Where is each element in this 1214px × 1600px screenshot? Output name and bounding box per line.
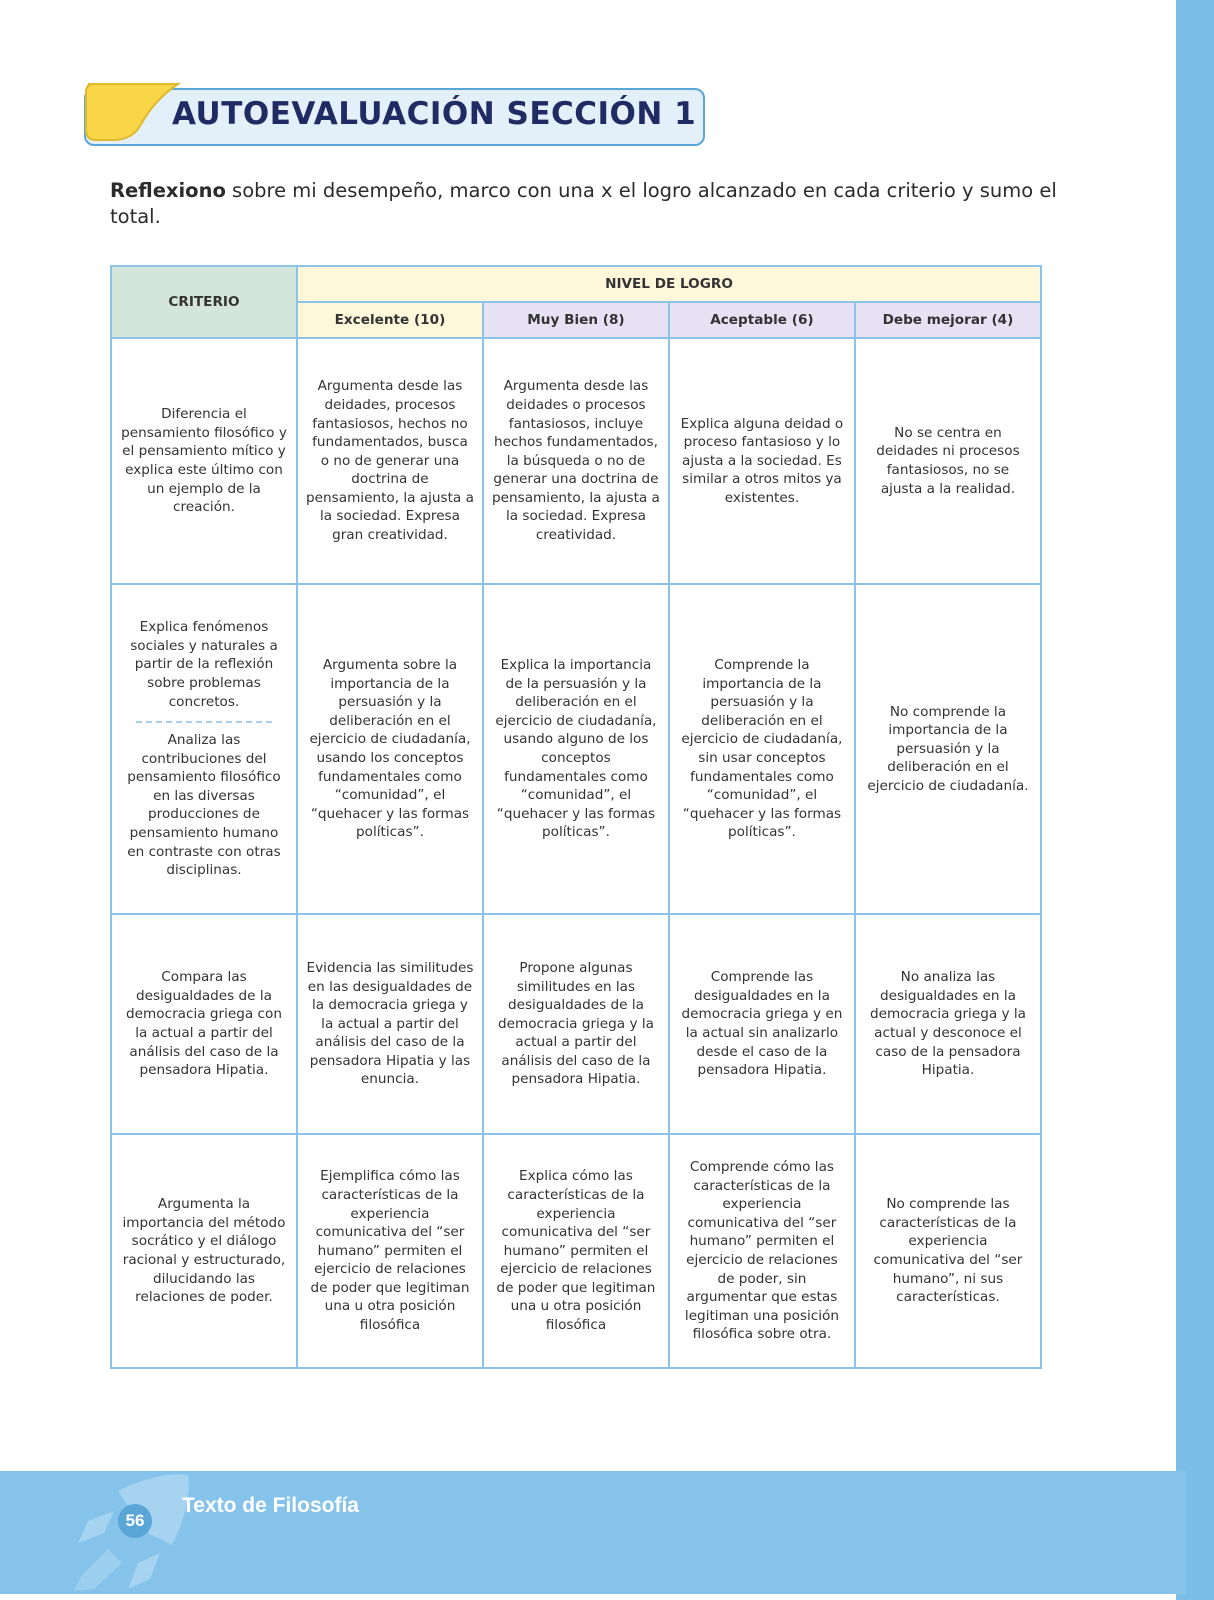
page-number: 56 xyxy=(118,1504,152,1538)
rubric-cell: Explica cómo las características de la experiencia comunicativa del “ser humano” permiten el ejercicio de relaciones de poder que legitiman una u otra posición filosófica xyxy=(483,1134,669,1368)
level-header-muy-bien: Muy Bien (8) xyxy=(483,302,669,338)
criterio-cell xyxy=(111,584,297,914)
rubric-cell: Ejemplifica cómo las características de la experiencia comunicativa del “ser humano” permiten el ejercicio de relaciones de poder que legitiman una u otra posición filosófica xyxy=(297,1134,483,1368)
level-header-debe-mejorar: Debe mejorar (4) xyxy=(855,302,1041,338)
rubric-cell: Explica alguna deidad o proceso fantasioso y lo ajusta a la sociedad. Es similar a otros mitos ya existentes. xyxy=(669,338,855,584)
level-header-excelente: Excelente (10) xyxy=(297,302,483,338)
table-row xyxy=(111,914,1041,1134)
dashed-divider xyxy=(136,721,272,723)
criterio-text-a: Explica fenómenos sociales y naturales a partir de la reflexión sobre problemas concretos. xyxy=(130,619,278,710)
rubric-cell: Argumenta desde las deidades, procesos fantasiosos, hechos no fundamentados, busca o no de generar una doctrina de pensamiento, la ajusta a la sociedad. Expresa gran creatividad. xyxy=(297,338,483,584)
criterio-cell: Diferencia el pensamiento filosófico y el pensamiento mítico y explica este último con un ejemplo de la creación. xyxy=(111,338,297,584)
rubric-cell: Evidencia las similitudes en las desigualdades de la democracia griega y la actual a partir del análisis del caso de la pensadora Hipatia y las enuncia. xyxy=(297,914,483,1134)
rubric-table xyxy=(110,265,1042,1369)
nivel-logro-header: NIVEL DE LOGRO xyxy=(297,266,1041,302)
rubric-cell: Comprende la importancia de la persuasión y la deliberación en el ejercicio de ciudadanía, sin usar conceptos fundamentales como “comunidad”, el “quehacer y las formas políticas”. xyxy=(669,584,855,914)
criterio-text-b: Analiza las contribuciones del pensamiento filosófico en las diversas producciones de pensamiento humano en contraste con otras disciplinas. xyxy=(127,732,281,879)
rubric-cell: Comprende cómo las características de la experiencia comunicativa del “ser humano” permiten el ejercicio de relaciones de poder, sin argumentar que estas legitiman una posición filosófica sobre otra. xyxy=(669,1134,855,1368)
criterio-cell: Compara las desigualdades de la democracia griega con la actual a partir del análisis del caso de la pensadora Hipatia. xyxy=(111,914,297,1134)
table-row xyxy=(111,1134,1041,1368)
instructions-bold: Reflexiono xyxy=(110,179,226,202)
instructions xyxy=(110,178,1070,230)
rubric-cell: Argumenta sobre la importancia de la persuasión y la deliberación en el ejercicio de ciudadanía, usando los conceptos fundamentales como “comunidad”, el “quehacer y las formas políticas”. xyxy=(297,584,483,914)
rubric-cell: No se centra en deidades ni procesos fantasiosos, no se ajusta a la realidad. xyxy=(855,338,1041,584)
criterio-header: CRITERIO xyxy=(111,266,297,338)
rubric-cell: Explica la importancia de la persuasión y la deliberación en el ejercicio de ciudadanía, usando alguno de los conceptos fundamentales como “comunidad”, el “quehacer y las formas políticas”. xyxy=(483,584,669,914)
rubric-cell: Propone algunas similitudes en las desigualdades de la democracia griega y la actual a partir del análisis del caso de la pensadora Hipatia. xyxy=(483,914,669,1134)
rubric-cell: Argumenta desde las deidades o procesos fantasiosos, incluye hechos fundamentados, la búsqueda o no de generar una doctrina de pensamiento, la ajusta a la sociedad. Expresa creatividad. xyxy=(483,338,669,584)
rubric-cell: Comprende las desigualdades en la democracia griega y en la actual sin analizarlo desde el caso de la pensadora Hipatia. xyxy=(669,914,855,1134)
criterio-cell: Argumenta la importancia del método socrático y el diálogo racional y estructurado, dilucidando las relaciones de poder. xyxy=(111,1134,297,1368)
table-row xyxy=(111,338,1041,584)
rubric-cell: No comprende las características de la experiencia comunicativa del “ser humano”, ni sus características. xyxy=(855,1134,1041,1368)
rubric-cell: No analiza las desigualdades en la democracia griega y la actual y desconoce el caso de la pensadora Hipatia. xyxy=(855,914,1041,1134)
level-header-aceptable: Aceptable (6) xyxy=(669,302,855,338)
instructions-text: sobre mi desempeño, marco con una x el logro alcanzado en cada criterio y sumo el total. xyxy=(110,179,1057,228)
book-title: Texto de Filosofía xyxy=(182,1494,359,1517)
page-title: AUTOEVALUACIÓN SECCIÓN 1 xyxy=(172,96,697,132)
table-row xyxy=(111,584,1041,914)
rubric-cell: No comprende la importancia de la persuasión y la deliberación en el ejercicio de ciudadanía. xyxy=(855,584,1041,914)
right-edge-stripe xyxy=(1176,0,1214,1600)
